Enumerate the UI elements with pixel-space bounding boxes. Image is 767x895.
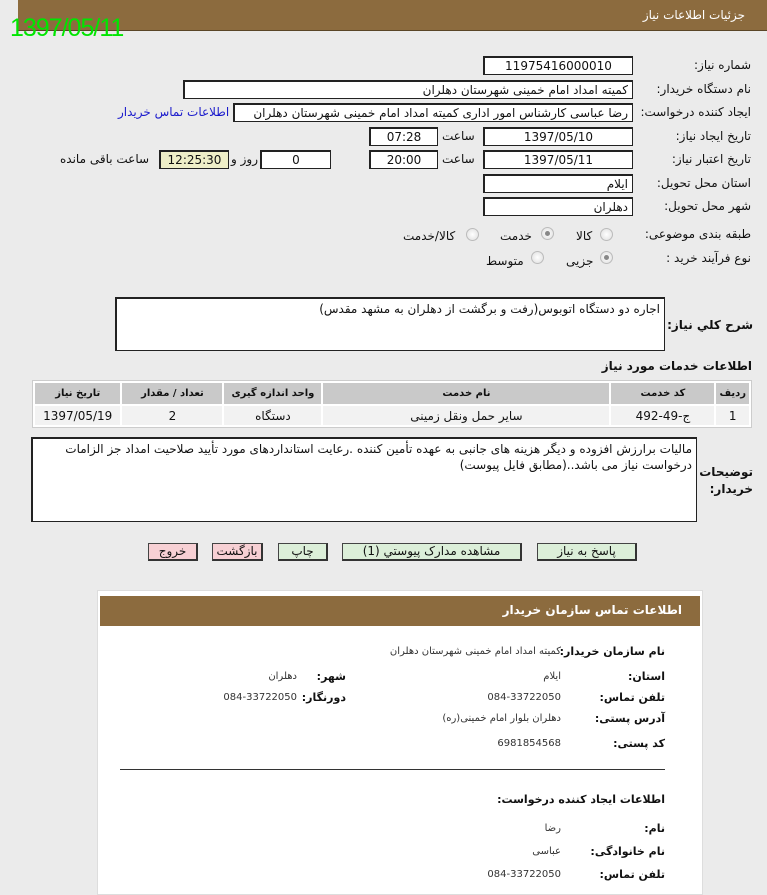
fax-label: دورنگار: <box>301 691 346 704</box>
contact-panel-header <box>100 596 700 626</box>
col-code: کد خدمت <box>611 383 714 404</box>
city-contact-label: شهر: <box>316 670 346 683</box>
process-label: نوع فرآیند خرید : <box>666 251 751 265</box>
category-service-radio[interactable] <box>541 227 554 240</box>
category-goods-radio[interactable] <box>600 228 613 241</box>
need-number-label: شماره نیاز: <box>694 58 751 72</box>
remaining-label: ساعت باقی مانده <box>60 152 150 166</box>
validity-date-field[interactable]: 1397/05/11 <box>483 150 633 169</box>
creator-label: ایجاد کننده درخواست: <box>640 105 751 119</box>
services-table <box>32 380 752 428</box>
cell-date: 1397/05/19 <box>35 406 120 425</box>
creator-phone-value: 084-33722050 <box>487 869 561 880</box>
address-label: آدرس پستی: <box>594 712 665 725</box>
province-contact-value: ایلام <box>543 671 561 682</box>
category-goods-label: کالا <box>576 229 593 243</box>
process-minor-label: جزیی <box>566 254 594 268</box>
table-header-row <box>35 383 749 404</box>
cell-code: ج-49-492 <box>611 406 714 425</box>
family-label: نام خانوادگی: <box>590 845 665 858</box>
name-value: رضا <box>544 823 561 834</box>
org-label: نام سازمان خریدار: <box>559 645 665 658</box>
process-minor-radio[interactable] <box>600 251 613 264</box>
province-field[interactable]: ایلام <box>483 174 633 193</box>
created-date-field[interactable]: 1397/05/10 <box>483 127 633 146</box>
col-name: نام خدمت <box>323 383 609 404</box>
creator-section-title: اطلاعات ایجاد کننده درخواست: <box>497 793 665 806</box>
creator-phone-label: تلفن تماس: <box>599 868 665 881</box>
description-label: شرح کلي نياز: <box>667 318 753 332</box>
col-unit: واحد اندازه گیری <box>224 383 321 404</box>
created-time-field[interactable]: 07:28 <box>369 127 438 146</box>
stamp-date: 1397/05/11 <box>10 14 124 42</box>
cell-qty: 2 <box>122 406 222 425</box>
created-time-label: ساعت <box>442 129 475 143</box>
days-field[interactable]: 0 <box>260 150 331 169</box>
family-value: عباسی <box>532 846 561 857</box>
category-service-label: خدمت <box>500 229 532 243</box>
buyer-contact-link[interactable]: اطلاعات تماس خریدار <box>118 105 230 119</box>
contact-title: اطلاعات تماس سازمان خریدار <box>502 603 682 617</box>
validity-label: تاریخ اعتبار نیاز: <box>671 152 751 166</box>
need-number-field[interactable]: 11975416000010 <box>483 56 633 75</box>
print-button[interactable]: چاپ <box>278 543 328 561</box>
buyer-org-label: نام دستگاه خریدار: <box>656 82 751 96</box>
attachments-button[interactable]: مشاهده مدارک پیوستي (1) <box>342 543 522 561</box>
category-both-radio[interactable] <box>466 228 479 241</box>
cell-name: سایر حمل ونقل زمینی <box>323 406 609 425</box>
province-contact-label: استان: <box>628 670 665 683</box>
validity-time-field[interactable]: 20:00 <box>369 150 438 169</box>
fax-value: 084-33722050 <box>223 692 297 703</box>
col-date: تاریخ نیاز <box>35 383 120 404</box>
validity-time-label: ساعت <box>442 152 475 166</box>
postal-label: کد پستی: <box>613 737 665 750</box>
exit-button[interactable]: خروج <box>148 543 198 561</box>
process-medium-label: متوسط <box>486 254 524 268</box>
city-field[interactable]: دهلران <box>483 197 633 216</box>
phone-value: 084-33722050 <box>487 692 561 703</box>
back-button[interactable]: بازگشت <box>212 543 263 561</box>
days-label: روز و <box>231 152 258 166</box>
col-qty: تعداد / مقدار <box>122 383 222 404</box>
org-value: کمیته امداد امام خمینی شهرستان دهلران <box>389 646 561 657</box>
cell-row: 1 <box>716 406 749 425</box>
services-title: اطلاعات خدمات مورد نیاز <box>601 359 752 373</box>
creator-field[interactable]: رضا عباسی کارشناس امور اداری کمیته امداد امام خمینی شهرستان دهلران <box>233 103 633 122</box>
page-title: جزئیات اطلاعات نیاز <box>642 8 745 22</box>
col-row: ردیف <box>716 383 749 404</box>
postal-value: 6981854568 <box>497 738 561 749</box>
created-label: تاریخ ایجاد نیاز: <box>675 129 751 143</box>
province-label: استان محل تحویل: <box>656 176 751 190</box>
notes-label: توضیحات خریدار: <box>699 465 753 496</box>
remaining-time-field: 12:25:30 <box>159 150 229 169</box>
divider <box>120 769 665 770</box>
description-textarea[interactable]: اجاره دو دستگاه اتوبوس(رفت و برگشت از دهلران به مشهد مقدس) <box>115 297 665 351</box>
name-label: نام: <box>644 822 665 835</box>
category-label: طبقه بندی موضوعی: <box>644 227 751 241</box>
city-contact-value: دهلران <box>268 671 297 682</box>
address-value: دهلران بلوار امام خمینی(ره) <box>442 713 561 724</box>
notes-textarea[interactable]: مالیات برارزش افزوده و دیگر هزینه های جانبی به عهده تأمین کننده .رعایت استانداردهای مورد تأیید صلاحیت امداد جز الزامات درخواست نیاز می باشد..(مطابق فایل پیوست) <box>31 437 697 522</box>
cell-unit: دستگاه <box>224 406 321 425</box>
process-medium-radio[interactable] <box>531 251 544 264</box>
table-row <box>35 406 749 425</box>
page-header <box>18 0 767 31</box>
buyer-org-field[interactable]: کمیته امداد امام خمینی شهرستان دهلران <box>183 80 633 99</box>
city-label: شهر محل تحویل: <box>664 199 751 213</box>
category-both-label: کالا/خدمت <box>403 229 456 243</box>
reply-button[interactable]: پاسخ به نیاز <box>537 543 637 561</box>
phone-label: تلفن تماس: <box>599 691 665 704</box>
